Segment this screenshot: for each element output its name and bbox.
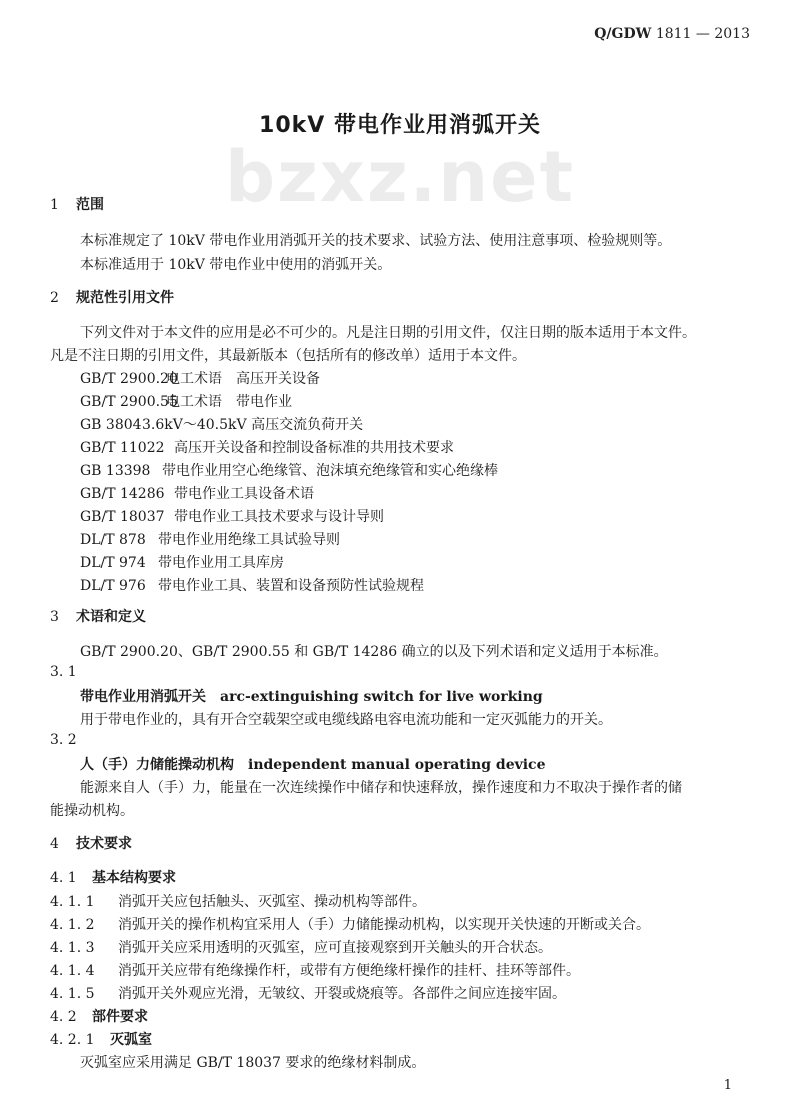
subsection-title: 部件要求 [92, 1009, 148, 1025]
clause-number: 4. 1. 1 [50, 894, 95, 910]
reference-title: 高压开关设备和控制设备标准的共用技术要求 [174, 440, 454, 456]
section-1-heading [50, 194, 104, 214]
reference-item [80, 529, 340, 549]
clause-text: 消弧开关外观应光滑，无皱纹、开裂或烧痕等。各部件之间应连接牢固。 [118, 986, 566, 1002]
reference-code: GB/T 2900.55 [80, 394, 178, 410]
reference-code: GB 3804 [80, 417, 142, 433]
reference-item [80, 506, 384, 526]
reference-code: DL/T 976 [80, 578, 146, 594]
section-title: 术语和定义 [76, 609, 146, 625]
term-heading [80, 686, 543, 706]
term-definition: 用于带电作业的，具有开合空载架空或电缆线路电容电流功能和一定灭弧能力的开关。 [80, 712, 612, 728]
reference-title: 带电作业用工具库房 [158, 555, 284, 571]
clause-item [50, 983, 566, 1003]
subsection-heading [50, 867, 176, 887]
clause-text: 消弧开关的操作机构宜采用人（手）力储能操动机构，以实现开关快速的开断或关合。 [118, 917, 650, 933]
reference-code: GB 13398 [80, 463, 151, 479]
reference-item [80, 460, 498, 480]
section-number: 1 [50, 197, 59, 213]
subsection-title: 灭弧室 [110, 1032, 152, 1048]
reference-title: 带电作业用空心绝缘管、泡沫填充绝缘管和实心绝缘棒 [162, 463, 498, 479]
watermark: bzxz.net [224, 136, 576, 218]
subsection-title: 基本结构要求 [92, 870, 176, 886]
reference-item [80, 414, 363, 434]
paragraph: GB/T 2900.20、GB/T 2900.55 和 GB/T 14286 确立的以及下列术语和定义适用于本标准。 [80, 644, 668, 660]
reference-item [80, 575, 424, 595]
reference-title: 电工术语 带电作业 [166, 394, 292, 410]
clause-item [50, 937, 552, 957]
subsection-heading [50, 1006, 148, 1026]
clause-text: 消弧开关应采用透明的灭弧室，应可直接观察到开关触头的开合状态。 [118, 940, 552, 956]
reference-title: 带电作业工具设备术语 [174, 486, 314, 502]
clause-number: 4. 1. 4 [50, 963, 95, 979]
section-title: 规范性引用文件 [76, 290, 174, 306]
reference-title: 带电作业工具、装置和设备预防性试验规程 [158, 578, 424, 594]
section-title: 范围 [76, 197, 104, 213]
term-number: 3. 1 [50, 664, 77, 680]
reference-code: DL/T 878 [80, 532, 146, 548]
reference-title: 电工术语 高压开关设备 [166, 371, 320, 387]
paragraph: 灭弧室应采用满足 GB/T 18037 要求的绝缘材料制成。 [80, 1055, 426, 1071]
reference-title: 带电作业用绝缘工具试验导则 [158, 532, 340, 548]
section-2-heading [50, 287, 174, 307]
reference-code: GB/T 11022 [80, 440, 165, 456]
standard-number: 1811 — 2013 [655, 26, 750, 42]
section-4-heading [50, 833, 132, 853]
section-number: 4 [50, 836, 59, 852]
reference-code: GB/T 14286 [80, 486, 165, 502]
paragraph: 下列文件对于本文件的应用是必不可少的。凡是注日期的引用文件，仅注日期的版本适用于本文件。 [80, 325, 696, 341]
subsection-number: 4. 2 [50, 1009, 77, 1025]
document-title: 10kV 带电作业用消弧开关 [259, 113, 541, 138]
reference-item [80, 437, 454, 457]
clause-number: 4. 1. 5 [50, 986, 95, 1002]
term-definition: 能源来自人（手）力，能量在一次连续操作中储存和快速释放，操作速度和力不取决于操作者的储 [80, 780, 682, 796]
term-chinese: 人（手）力储能操动机构 [80, 757, 234, 773]
standard-prefix: Q/GDW [594, 26, 652, 42]
reference-title: 3.6kV～40.5kV 高压交流负荷开关 [142, 417, 364, 433]
term-heading [80, 754, 545, 774]
subsection-number: 4. 1 [50, 870, 77, 886]
term-english: independent manual operating device [248, 757, 546, 773]
reference-item [80, 368, 320, 388]
reference-code: GB/T 2900.20 [80, 371, 178, 387]
clause-text: 消弧开关应带有绝缘操作杆，或带有方便绝缘杆操作的挂杆、挂环等部件。 [118, 963, 580, 979]
section-3-heading [50, 606, 146, 626]
clause-number: 4. 1. 3 [50, 940, 95, 956]
clause-item [50, 891, 426, 911]
clause-text: 消弧开关应包括触头、灭弧室、操动机构等部件。 [118, 894, 426, 910]
section-number: 3 [50, 609, 59, 625]
clause-item [50, 914, 650, 934]
page-number: 1 [723, 1078, 732, 1093]
term-english: arc-extinguishing switch for live working [220, 689, 543, 705]
paragraph: 本标准规定了 10kV 带电作业用消弧开关的技术要求、试验方法、使用注意事项、检验规则等。 [80, 233, 672, 249]
subsection-heading [50, 1029, 152, 1049]
paragraph: 本标准适用于 10kV 带电作业中使用的消弧开关。 [80, 257, 392, 273]
reference-code: GB/T 18037 [80, 509, 165, 525]
reference-item [80, 552, 284, 572]
standard-code [594, 26, 750, 42]
term-definition: 能操动机构。 [50, 803, 134, 819]
clause-number: 4. 1. 2 [50, 917, 95, 933]
paragraph: 凡是不注日期的引用文件，其最新版本（包括所有的修改单）适用于本文件。 [50, 348, 526, 364]
term-number: 3. 2 [50, 732, 77, 748]
term-chinese: 带电作业用消弧开关 [80, 689, 206, 705]
section-title: 技术要求 [76, 836, 132, 852]
clause-item [50, 960, 580, 980]
reference-item [80, 483, 314, 503]
reference-item [80, 391, 292, 411]
subsection-number: 4. 2. 1 [50, 1032, 95, 1048]
section-number: 2 [50, 290, 59, 306]
reference-code: DL/T 974 [80, 555, 146, 571]
reference-title: 带电作业工具技术要求与设计导则 [174, 509, 384, 525]
